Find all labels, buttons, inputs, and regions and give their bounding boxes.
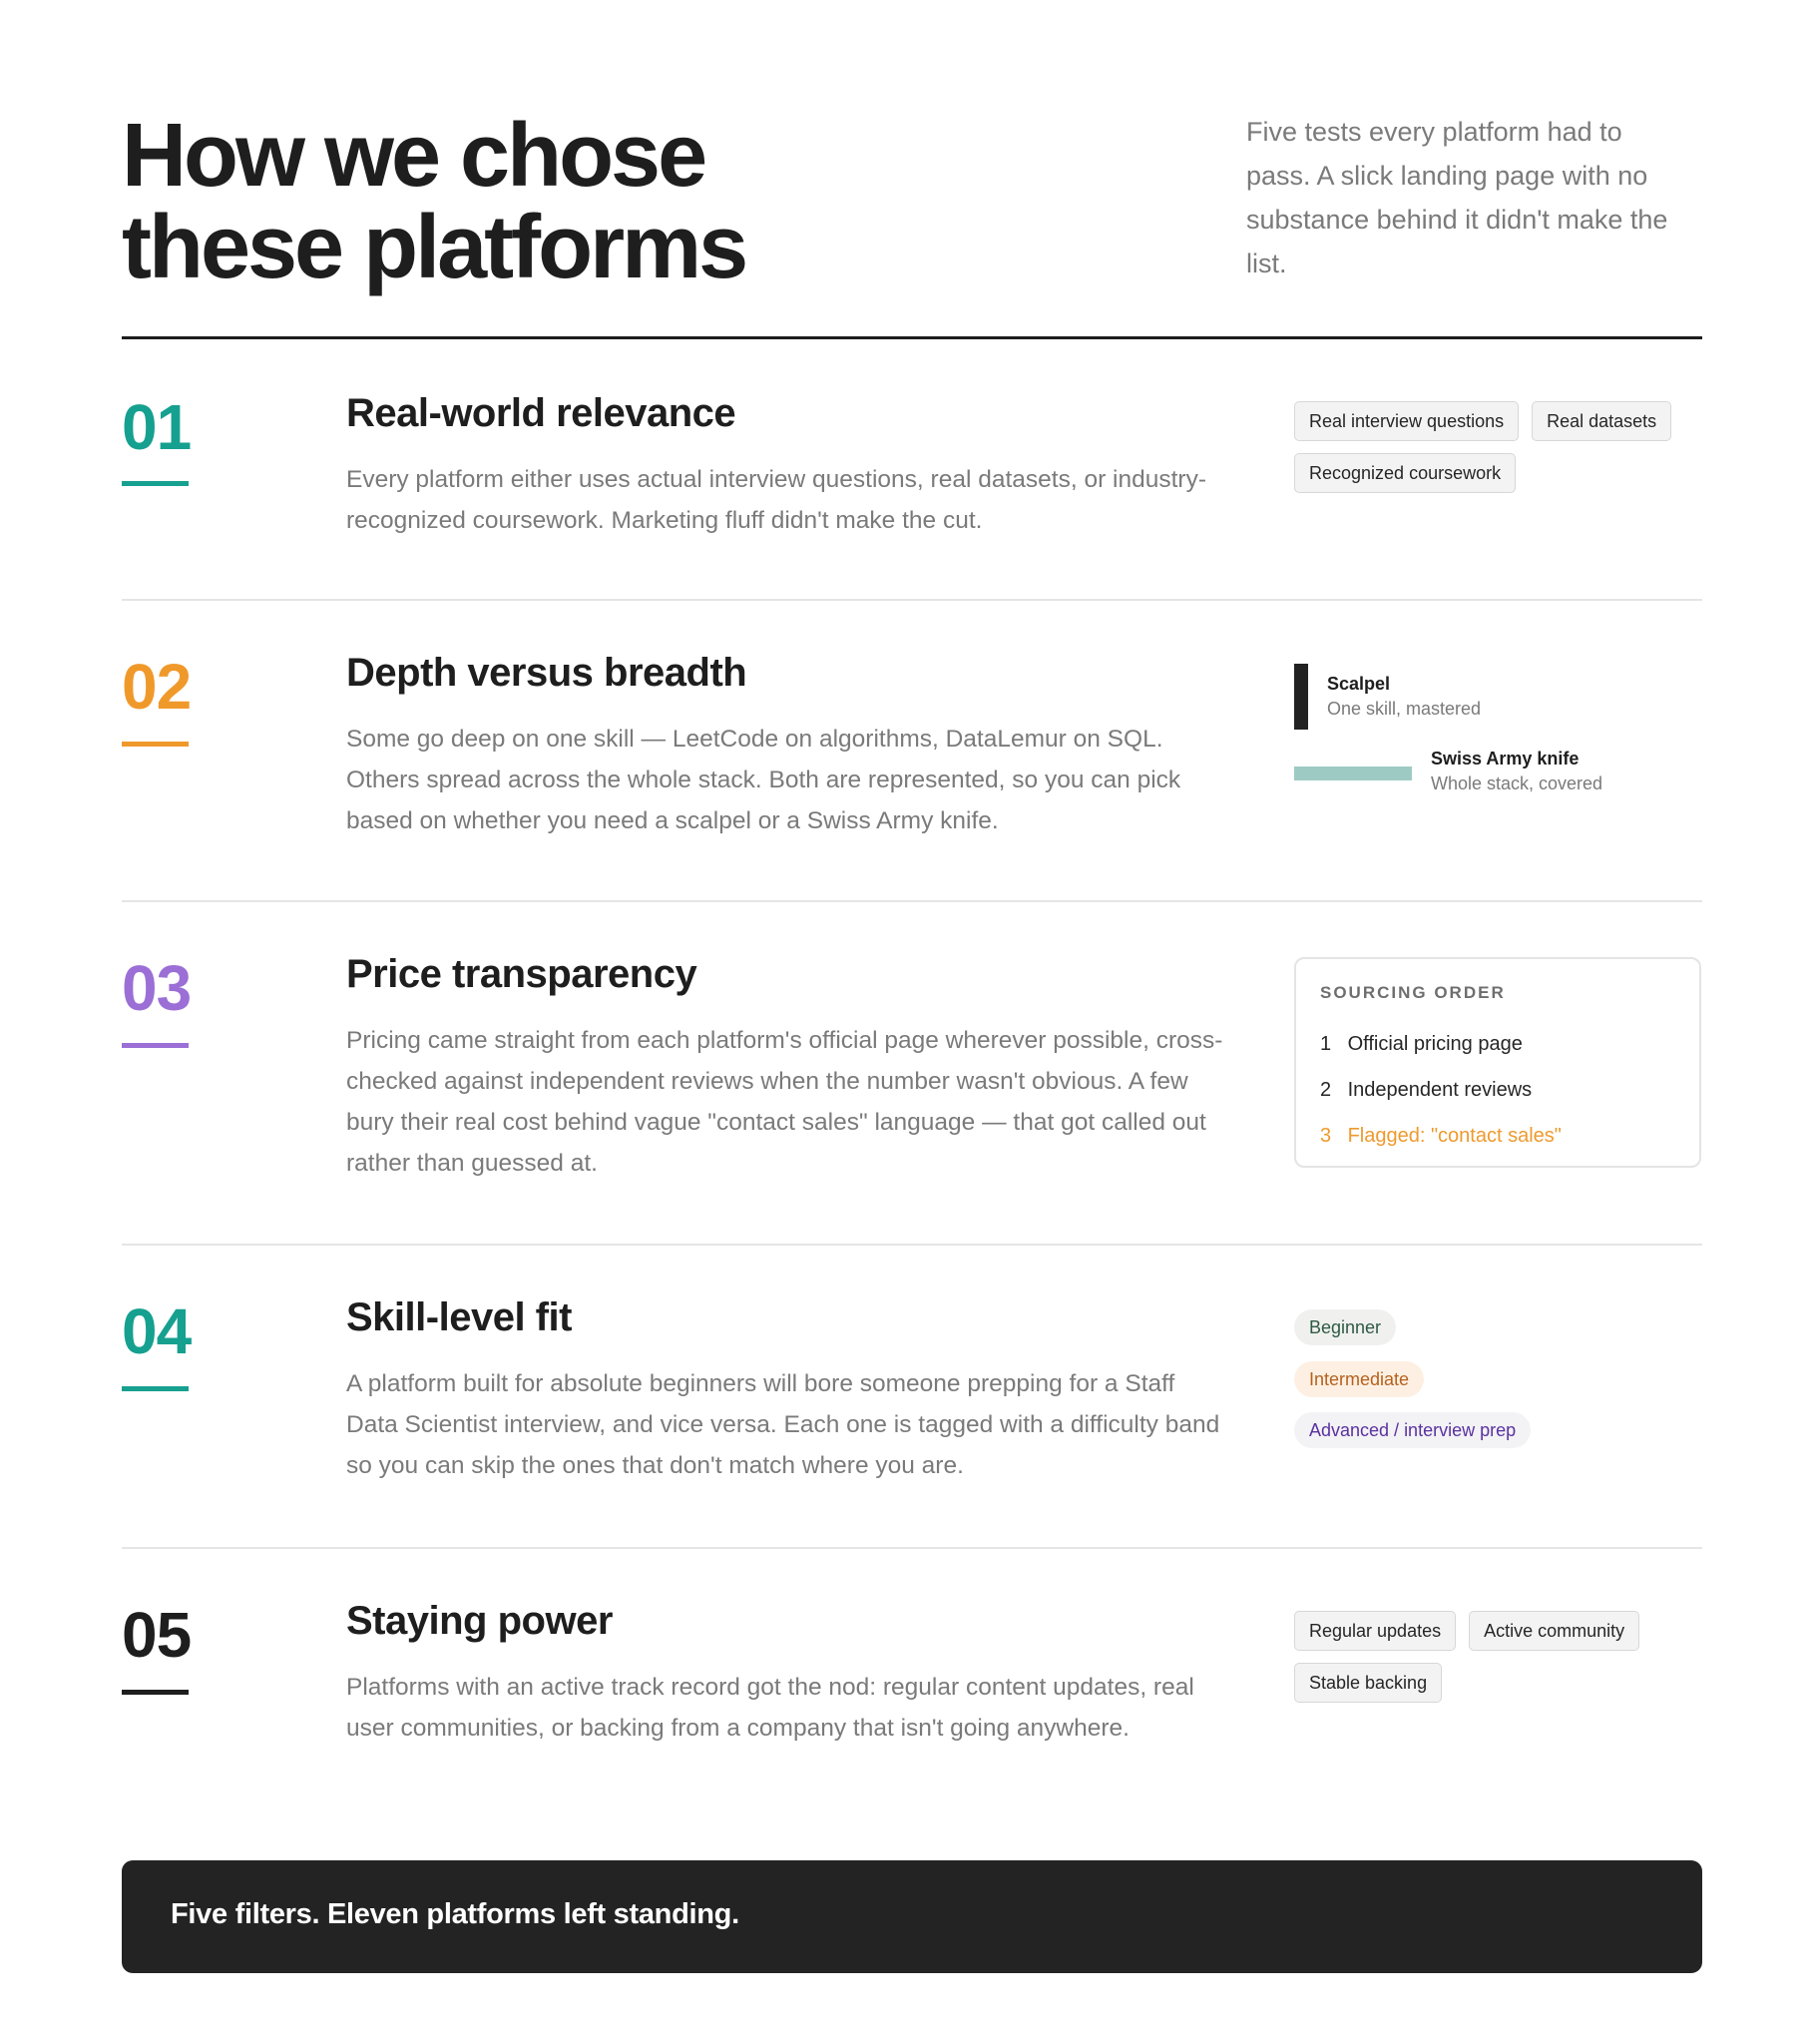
list-item-number: 1 — [1320, 1033, 1332, 1055]
criterion-description: Every platform either uses actual interview questions, real datasets, or industry-recognized coursework. Marketing fluff didn't make the cut. — [346, 466, 1206, 534]
tag: Regular updates — [1294, 1611, 1456, 1651]
criterion-number-underline — [122, 481, 189, 486]
page-title — [122, 106, 880, 297]
criterion-title: Real-world relevance — [346, 391, 736, 435]
criterion-section-2 — [122, 601, 1702, 902]
page — [122, 0, 1702, 1930]
criterion-section-1 — [122, 339, 1702, 601]
summary-text: Five filters. Eleven platforms left standing. — [171, 1898, 739, 1930]
criterion-number-underline — [122, 742, 189, 747]
sourcing-order-list — [1320, 1021, 1562, 1159]
list-item-number: 3 — [1320, 1125, 1332, 1147]
tag: Recognized coursework — [1294, 453, 1516, 493]
page-title-line-1: How we chose — [122, 106, 705, 206]
tag: Real datasets — [1532, 401, 1671, 441]
tag-list — [1294, 1611, 1713, 1703]
criterion-description: Platforms with an active track record got the nod: regular content updates, real user communities, or backing from a company that isn't going anywhere. — [346, 1674, 1194, 1742]
criterion-section-3 — [122, 902, 1702, 1246]
list-item — [1320, 1021, 1562, 1067]
criterion-title: Depth versus breadth — [346, 651, 747, 695]
list-item-label: Independent reviews — [1347, 1079, 1533, 1101]
criterion-number: 01 — [122, 391, 192, 463]
legend-item-caption: Whole stack, covered — [1431, 773, 1603, 793]
header — [122, 0, 1702, 339]
summary-banner — [122, 1860, 1702, 1973]
tag: Real interview questions — [1294, 401, 1519, 441]
swiss-army-knife-bar — [1294, 766, 1412, 780]
criterion-number: 05 — [122, 1599, 192, 1671]
legend-item-name: Scalpel — [1327, 674, 1391, 694]
tag: Active community — [1469, 1611, 1639, 1651]
criterion-section-4 — [122, 1246, 1702, 1549]
criterion-section-5 — [122, 1549, 1702, 1848]
tag-list — [1294, 401, 1713, 493]
list-item-label: Official pricing page — [1347, 1033, 1523, 1055]
list-item — [1320, 1067, 1562, 1113]
criterion-title: Skill-level fit — [346, 1295, 572, 1339]
legend-item-swiss-army-knife — [1431, 747, 1602, 796]
legend-item-name: Swiss Army knife — [1431, 749, 1580, 768]
page-title-line-2: these platforms — [122, 198, 746, 297]
list-item-number: 2 — [1320, 1079, 1332, 1101]
criterion-number-underline — [122, 1690, 189, 1695]
criterion-description: Some go deep on one skill — LeetCode on algorithms, DataLemur on SQL. Others spread across the whole stack. Both are represented, so you can pick based on whether you need a scalpel or a Swiss Army knife. — [346, 726, 1181, 834]
criterion-number: 04 — [122, 1295, 192, 1367]
card-heading: SOURCING ORDER — [1320, 983, 1506, 1002]
criterion-title: Staying power — [346, 1599, 613, 1643]
intro-text: Five tests every platform had to pass. A slick landing page with no substance behind it didn't make the list. — [1246, 117, 1668, 278]
list-item-label: Flagged: "contact sales" — [1347, 1125, 1562, 1147]
criterion-number-underline — [122, 1043, 189, 1048]
criterion-description: Pricing came straight from each platform's official page wherever possible, cross-checked against independent reviews when the number wasn't obvious. A few bury their real cost behind vague "contact sales" language — that got called out rather than guessed at. — [346, 1027, 1223, 1177]
difficulty-pill-advanced: Advanced / interview prep — [1294, 1412, 1531, 1448]
difficulty-pill-intermediate: Intermediate — [1294, 1361, 1424, 1397]
criterion-number-underline — [122, 1386, 189, 1391]
criterion-description: A platform built for absolute beginners will bore someone prepping for a Staff Data Scientist interview, and vice versa. Each one is tagged with a difficulty band so you can skip the ones that don't match where you are. — [346, 1370, 1220, 1479]
list-item-flagged — [1320, 1113, 1562, 1159]
tag: Stable backing — [1294, 1663, 1442, 1703]
legend-item-scalpel — [1327, 672, 1481, 722]
criterion-title: Price transparency — [346, 952, 697, 996]
criterion-number: 03 — [122, 952, 192, 1024]
legend-item-caption: One skill, mastered — [1327, 699, 1482, 719]
scalpel-bar — [1294, 664, 1308, 730]
sourcing-order-card — [1294, 957, 1701, 1168]
difficulty-pill-beginner: Beginner — [1294, 1309, 1396, 1345]
criterion-number: 02 — [122, 651, 192, 723]
